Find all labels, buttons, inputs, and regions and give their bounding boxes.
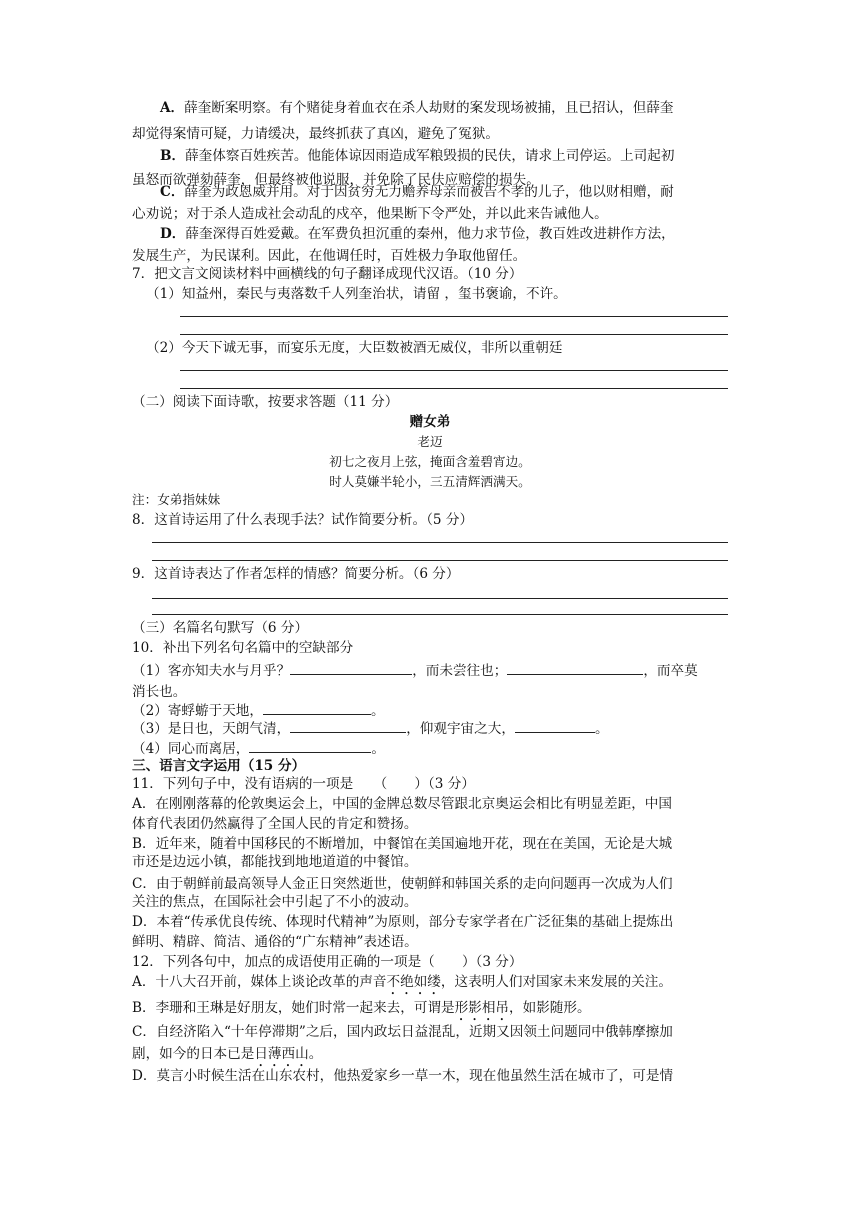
fill-blank[interactable] bbox=[507, 660, 643, 675]
answer-line bbox=[180, 334, 728, 335]
option-a-line1: A．薛奎断案明察。有个赌徒身着血衣在杀人劫财的案发现场被捕，且已招认，但薛奎 bbox=[160, 100, 674, 116]
q11-option-b-line1: B．近年来，随着中国移民的不断增加，中餐馆在美国遍地开花，现在在美国，无论是大城 bbox=[132, 836, 673, 852]
part-3-heading: 三、语言文字运用（15 分） bbox=[132, 758, 306, 774]
q12-option-c-line2: 剧，如今的日本已是日薄西山。 bbox=[132, 1046, 323, 1062]
option-a-line2: 却觉得案情可疑，力请缓决，最终抓获了真凶，避免了冤狱。 bbox=[132, 126, 500, 142]
q12-option-c-line1: C．自经济陷入“十年停滞期”之后，国内政坛日益混乱，近期又因领土问题同中俄韩摩擦加 bbox=[132, 1024, 673, 1040]
option-c-line1: C．薛奎为政恩威并用。对于因贫穷无力赡养母亲而被告不孝的儿子，他以财相赠，耐 bbox=[160, 184, 674, 200]
q11-option-c-line1: C．由于朝鲜前最高领导人金正日突然逝世，使朝鲜和韩国关系的走向问题再一次成为人们 bbox=[132, 876, 673, 892]
answer-line bbox=[180, 370, 728, 371]
q11-option-b-line2: 市还是边远小镇，都能找到地地道道的中餐馆。 bbox=[132, 854, 418, 870]
fill-blank[interactable] bbox=[515, 718, 595, 733]
option-b-line1: B．薛奎体察百姓疾苦。他能体谅因雨造成军粮毁损的民伕，请求上司停运。上司起初 bbox=[160, 148, 675, 164]
fill-blank[interactable] bbox=[263, 700, 371, 715]
option-c-line2: 心劝说；对于杀人造成社会动乱的戍卒，他果断下令严处，并以此来告诫他人。 bbox=[132, 206, 608, 222]
fill-blank[interactable] bbox=[290, 718, 406, 733]
dictation-item-3: （3）是日也，天朗气清， ，仰观宇宙之大， 。 bbox=[132, 718, 609, 739]
poem-title: 赠女弟 bbox=[409, 414, 451, 430]
q12-option-a: A．十八大召开前，媒体上谈论改革的声音不绝如缕，这表明人们对国家未来发展的关注。 bbox=[132, 974, 672, 990]
poem-note: 注：女弟指妹妹 bbox=[132, 492, 221, 507]
answer-line bbox=[152, 614, 728, 615]
fill-blank[interactable] bbox=[249, 738, 371, 753]
q11-text: 11．下列句子中，没有语病的一项是 （ ）（3 分） bbox=[132, 776, 475, 792]
q11-option-a-line1: A．在刚刚落幕的伦敦奥运会上，中国的金牌总数尽管跟北京奥运会相比有明显差距，中国 bbox=[132, 796, 672, 812]
option-d-line1: D．薛奎深得百姓爱戴。在军费负担沉重的秦州，他力求节俭，教百姓改进耕作方法， bbox=[160, 226, 675, 242]
q7-sentence-1: （1）知益州，秦民与夷落数千人列奎治状，请留 ，玺书褒谕，不许。 bbox=[146, 286, 567, 302]
dotted-idiom: 日薄西山 bbox=[254, 1046, 309, 1062]
dictation-item-4: （4）同心而离居， 。 bbox=[132, 738, 385, 759]
poem-line-2: 时人莫嫌半轮小，三五清辉洒满天。 bbox=[329, 474, 531, 489]
dotted-idiom: 不绝如缕 bbox=[386, 974, 441, 990]
dictation-item-2: （2）寄蜉蝣于天地， 。 bbox=[132, 700, 385, 721]
fill-blank[interactable] bbox=[290, 660, 412, 675]
answer-line bbox=[180, 388, 728, 389]
q12-option-b: B．李珊和王琳是好朋友，她们时常一起来去，可谓是形影相吊，如影随形。 bbox=[132, 1000, 591, 1016]
q9-text: 9．这首诗表达了作者怎样的情感？简要分析。（6 分） bbox=[132, 566, 460, 582]
q7-sentence-2: （2）今天下诚无事，而宴乐无度，大臣数被酒无威仪，非所以重朝廷 bbox=[146, 340, 563, 356]
poem-author: 老迈 bbox=[417, 434, 443, 449]
answer-line bbox=[152, 542, 728, 543]
q11-option-d-line1: D．本着“传承优良传统、体现时代精神”为原则，部分专家学者在广泛征集的基础上提炼出 bbox=[132, 914, 674, 930]
answer-line bbox=[152, 598, 728, 599]
q12-option-d-line1: D．莫言小时候生活在山东农村，他热爱家乡一草一木，现在他虽然生活在城市了，可是情 bbox=[132, 1068, 674, 1084]
q11-option-a-line2: 体育代表团仍然赢得了全国人民的肯定和赞扬。 bbox=[132, 816, 418, 832]
answer-line bbox=[180, 316, 728, 317]
q8-text: 8．这首诗运用了什么表现手法？试作简要分析。（5 分） bbox=[132, 512, 474, 528]
dictation-item-1: （1）客亦知夫水与月乎？ ，而未尝往也； ，而卒莫 bbox=[132, 660, 698, 681]
q7-title: 7．把文言文阅读材料中画横线的句子翻译成现代汉语。（10 分） bbox=[132, 266, 523, 282]
q10-text: 10．补出下列名句名篇中的空缺部分 bbox=[132, 640, 354, 656]
answer-line bbox=[152, 560, 728, 561]
dictation-item-1-cont: 消长也。 bbox=[132, 684, 187, 700]
option-d-line2: 发展生产，为民谋利。因此，在他调任时，百姓极力争取他留任。 bbox=[132, 248, 527, 264]
option-b-line2: 虽怒而欲弹劾薛奎，但最终被他说服，并免除了民伕应赔偿的损失。 bbox=[132, 172, 540, 188]
dotted-idiom: 形影相吊 bbox=[454, 1000, 510, 1016]
poem-line-1: 初七之夜月上弦，掩面含羞碧宵边。 bbox=[329, 454, 531, 469]
q11-option-c-line2: 关注的焦点，在国际社会中引起了不小的波动。 bbox=[132, 894, 418, 910]
q12-text: 12．下列各句中，加点的成语使用正确的一项是（ ）（3 分） bbox=[132, 954, 523, 970]
section-3-heading: （三）名篇名句默写（6 分） bbox=[132, 620, 309, 636]
section-2-heading: （二）阅读下面诗歌，按要求答题（11 分） bbox=[132, 394, 399, 410]
q11-option-d-line2: 鲜明、精辟、简洁、通俗的“广东精神”表述语。 bbox=[132, 934, 418, 950]
